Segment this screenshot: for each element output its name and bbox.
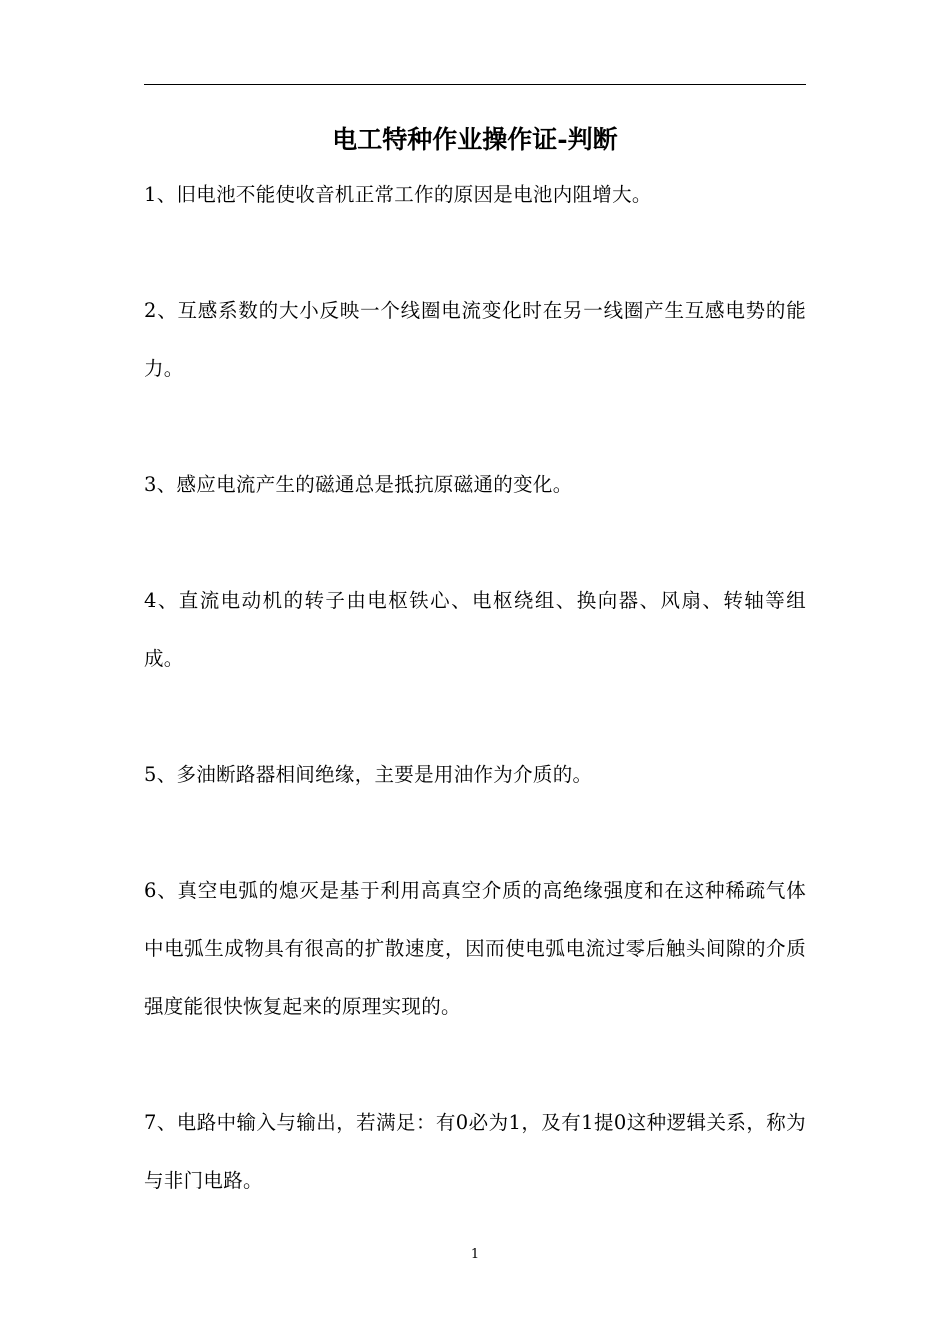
question-1: 1、旧电池不能使收音机正常工作的原因是电池内阻增大。: [144, 183, 652, 206]
question-4: 4、直流电动机的转子由电枢铁心、电枢绕组、换向器、风扇、转轴等组成。: [144, 589, 806, 670]
question-7: 7、电路中输入与输出，若满足：有0必为1，及有1提0这种逻辑关系，称为与非门电路。: [144, 1111, 806, 1192]
question-3: 3、感应电流产生的磁通总是抵抗原磁通的变化。: [144, 473, 573, 496]
question-2: 2、互感系数的大小反映一个线圈电流变化时在另一线圈产生互感电势的能力。: [144, 299, 806, 380]
question-5: 5、多油断路器相间绝缘，主要是用油作为介质的。: [144, 763, 593, 786]
question-6: 6、真空电弧的熄灭是基于利用高真空介质的高绝缘强度和在这种稀疏气体中电弧生成物具有很高的扩散速度，因而使电弧电流过零后触头间隙的介质强度能很快恢复起来的原理实现的。: [144, 879, 806, 1018]
document-title: 电工特种作业操作证-判断: [332, 125, 618, 154]
header-rule: [144, 84, 806, 85]
page-number: 1: [470, 1247, 480, 1262]
